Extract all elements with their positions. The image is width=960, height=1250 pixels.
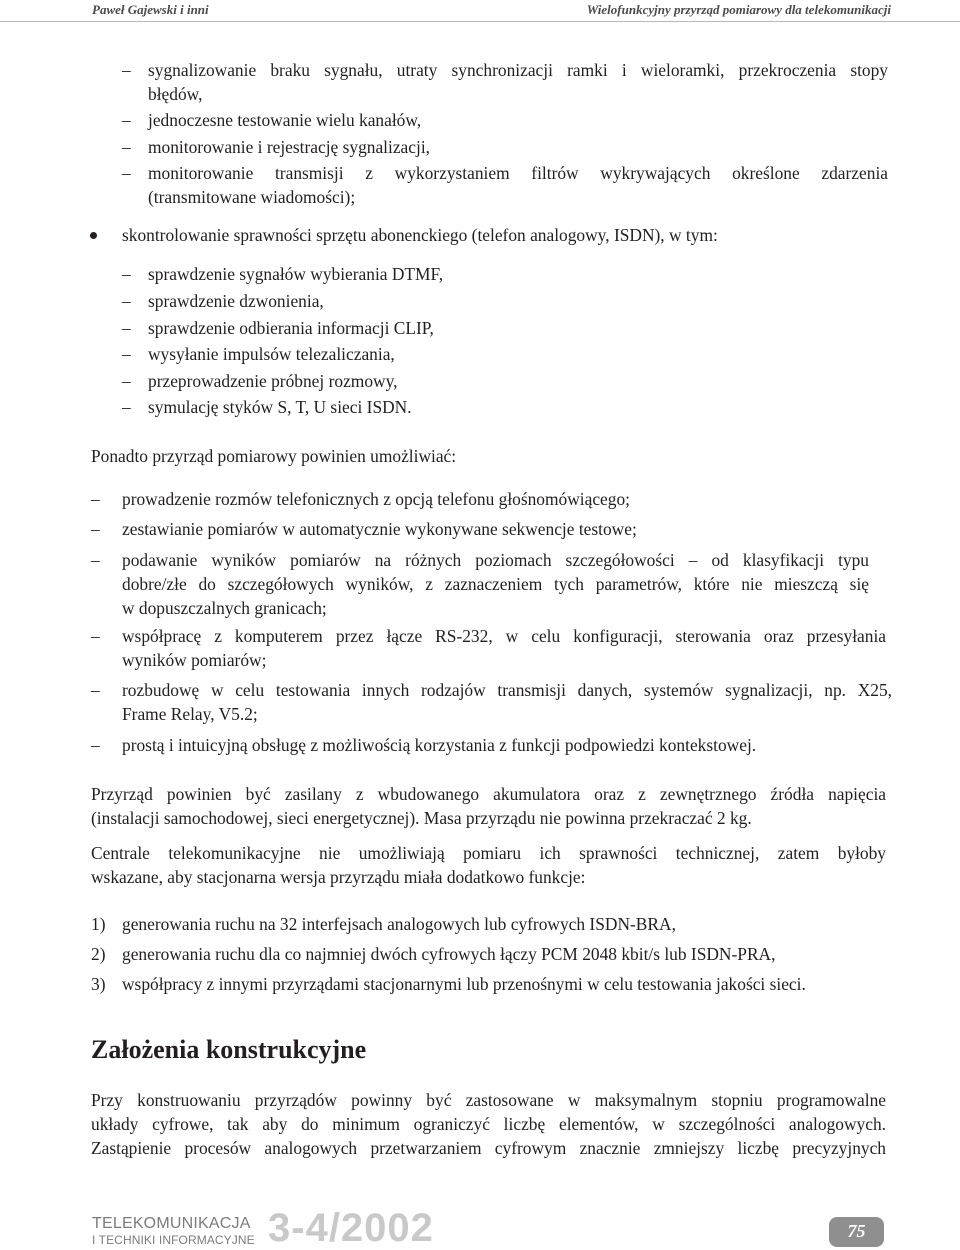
dash-marker: – xyxy=(122,318,131,338)
bullet-marker xyxy=(90,232,97,239)
header-authors: Paweł Gajewski i inni xyxy=(92,2,209,17)
item-number: 1) xyxy=(91,914,106,934)
issue-number: 3-4/2002 xyxy=(268,1206,434,1250)
dash-marker: – xyxy=(91,489,100,509)
dash-marker: – xyxy=(91,735,100,755)
item-number: 3) xyxy=(91,974,106,994)
dash-marker: – xyxy=(91,680,100,700)
dash-marker: – xyxy=(122,60,131,80)
section-heading: Założenia konstrukcyjne xyxy=(91,1035,367,1064)
page-number-badge xyxy=(829,1217,884,1247)
intro-sentence: Ponadto przyrząd pomiarowy powinien umożliwiać: xyxy=(91,446,457,466)
item-number: 2) xyxy=(91,944,106,964)
dash-marker: – xyxy=(122,397,131,417)
bullet-item: skontrolowanie sprawności sprzętu abonenckiego (telefon analogowy, ISDN), w tym: xyxy=(122,225,718,245)
dash-marker: – xyxy=(91,626,100,646)
dash-marker: – xyxy=(122,291,131,311)
dash-marker: – xyxy=(122,371,131,391)
paragraph-power: Przyrząd powinien być zasilany z wbudowanego akumulatora oraz z zewnętrznego źródła napięcia (instalacji samochodowej, sieci energetycznej). Masa przyrządu nie powinna przekraczać 2 kg. xyxy=(91,784,886,828)
dash-marker: – xyxy=(122,344,131,364)
page-number: 75 xyxy=(847,1221,866,1241)
dash-marker: – xyxy=(122,110,131,130)
dash-marker: – xyxy=(91,550,100,570)
paragraph-exchanges: Centrale telekomunikacyjne nie umożliwiają pomiaru ich sprawności technicznej, zatem byłoby wskazane, aby stacjonarna wersja przyrządu miała dodatkowo funkcje: xyxy=(91,843,886,887)
dash-marker: – xyxy=(122,264,131,284)
dash-marker: – xyxy=(122,163,131,183)
dash-marker: – xyxy=(91,519,100,539)
journal-logo xyxy=(92,1216,255,1246)
header-title: Wielofunkcyjny przyrząd pomiarowy dla telekomunikacji xyxy=(586,2,891,17)
running-header xyxy=(0,0,960,22)
logo-line1: TELEKOMUNIKACJA xyxy=(92,1215,251,1232)
dash-marker: – xyxy=(122,137,131,157)
logo-line2: I TECHNIKI INFORMACYJNE xyxy=(92,1233,255,1247)
paragraph-construction: Przy konstruowaniu przyrządów powinny być zastosowane w maksymalnym stopniu programowalne układy cyfrowe, tak aby do minimum ograniczyć liczbę elementów, w szczególności analogowych. Zastąpienie procesów analogowych przetwarzaniem cyfrowym znacznie zmniejszy liczbę precyzyjnych xyxy=(91,1090,886,1158)
